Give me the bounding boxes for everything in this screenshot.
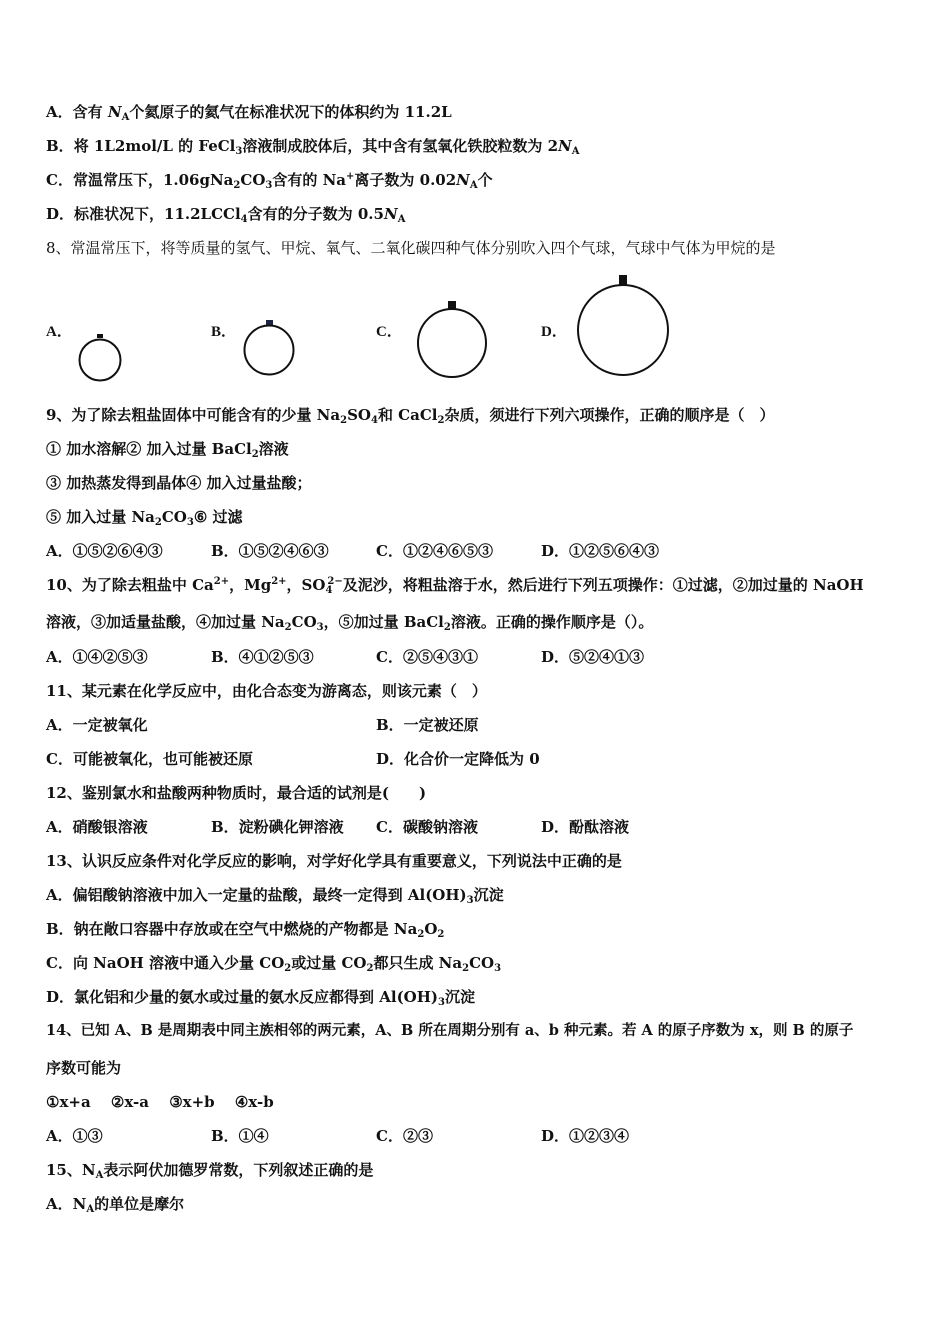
- q7-option-d: D．标准状况下，11.2LCCl$_4$含有的分子数为 $0.5N_A$: [46, 205, 406, 225]
- q15-option-a: A．$N_A$的单位是摩尔: [46, 1195, 185, 1215]
- q9-steps-line-2: ③ 加热蒸发得到晶体④ 加入过量盐酸；: [46, 474, 312, 492]
- q14-stem-line-1: 14、已知 A、B 是周期表中同主族相邻的两元素，A、B 所在周期分别有 a、b 种元素。若 A 的原子序数为 x，则 B 的原子: [46, 1022, 854, 1039]
- q12-option-a: A．硝酸银溶液: [46, 818, 148, 836]
- q9-option-a: A．①⑤②⑥④③: [46, 542, 163, 560]
- q11-option-c: C．可能被氧化，也可能被还原: [46, 750, 253, 768]
- balloon-c-icon: [414, 299, 490, 383]
- q12-option-c: C．碳酸钠溶液: [376, 818, 478, 836]
- q9-option-d: D．①②⑤⑥④③: [541, 542, 660, 560]
- q14-option-d: D．①②③④: [541, 1127, 630, 1145]
- q10-option-a: A．①④②⑤③: [46, 648, 148, 666]
- q14-option-a: A．①③: [46, 1127, 103, 1145]
- q7-option-a: A．含有 $N_A$个氦原子的氦气在标准状况下的体积约为 11.2L: [46, 103, 452, 123]
- q9-option-c: C．①②④⑥⑤③: [376, 542, 493, 560]
- q11-stem: 11、某元素在化学反应中，由化合态变为游离态，则该元素（ ）: [46, 682, 487, 700]
- q8-stem: 8、常温常压下，将等质量的氢气、甲烷、氧气、二氧化碳四种气体分别吹入四个气球，气球中气体为甲烷的是: [46, 239, 776, 257]
- q10-stem-line-2: 溶液，③加适量盐酸，④加过量 $Na_2CO_3$，⑤加过量 BaCl$_2$溶液。正确的操作顺序是（）。: [46, 613, 654, 633]
- q8-option-c-label: C．: [376, 324, 402, 340]
- q9-steps-line-1: ① 加水溶解② 加入过量 BaCl$_2$溶液: [46, 440, 289, 460]
- q14-option-b: B．①④: [211, 1127, 269, 1145]
- q10-stem-line-1: 10、为了除去粗盐中 $Ca^{2+}$，$Mg^{2+}$，$SO_4^{2-}$及泥沙，将粗盐溶于水，然后进行下列五项操作：①过滤，②加过量的 NaOH: [46, 576, 864, 596]
- q10-option-b: B．④①②⑤③: [211, 648, 314, 666]
- q14-choices: ①x+a ②x-a ③x+b ④x-b: [46, 1093, 274, 1111]
- balloon-a-icon: [76, 332, 124, 384]
- q10-option-c: C．②⑤④③①: [376, 648, 478, 666]
- q12-option-d: D．酚酞溶液: [541, 818, 630, 836]
- q14-option-c: C．②③: [376, 1127, 433, 1145]
- q9-stem: 9、为了除去粗盐固体中可能含有的少量 $Na_2SO_4$和 CaCl$_2$杂质，须进行下列六项操作，正确的顺序是（ ）: [46, 406, 775, 426]
- q14-stem-line-2: 序数可能为: [46, 1059, 122, 1077]
- q13-option-c: C．向 NaOH 溶液中通入少量 $CO_2$或过量 $CO_2$都只生成 $Na_2CO_3$: [46, 954, 502, 974]
- balloon-b-icon: [241, 318, 297, 380]
- q12-stem: 12、鉴别氯水和盐酸两种物质时，最合适的试剂是( ): [46, 784, 427, 802]
- q7-option-b: B．将 1L2mol/L 的 FeCl$_3$溶液制成胶体后，其中含有氢氧化铁胶粒数为 $2N_A$: [46, 137, 580, 157]
- q8-option-d-label: D．: [541, 324, 567, 340]
- q12-option-b: B．淀粉碘化钾溶液: [211, 818, 344, 836]
- q13-option-b: B．钠在敞口容器中存放或在空气中燃烧的产物都是 $Na_2O_2$: [46, 920, 445, 940]
- q11-option-a: A．一定被氧化: [46, 716, 148, 734]
- q13-option-a: A．偏铝酸钠溶液中加入一定量的盐酸，最终一定得到 $Al(OH)_3$沉淀: [46, 886, 504, 906]
- q8-option-b-label: B．: [211, 324, 237, 340]
- q8-option-a-label: A．: [46, 324, 72, 340]
- q10-option-d: D．⑤②④①③: [541, 648, 645, 666]
- q11-option-d: D．化合价一定降低为 0: [376, 750, 540, 768]
- q9-steps-line-3: ⑤ 加入过量 $Na_2CO_3⑥$ 过滤: [46, 508, 243, 528]
- q9-option-b: B．①⑤②④⑥③: [211, 542, 329, 560]
- q11-option-b: B．一定被还原: [376, 716, 479, 734]
- q15-stem: 15、$N_A$表示阿伏加德罗常数，下列叙述正确的是: [46, 1161, 374, 1181]
- balloon-d-icon: [574, 273, 672, 377]
- q13-stem: 13、认识反应条件对化学反应的影响，对学好化学具有重要意义，下列说法中正确的是: [46, 852, 622, 870]
- q7-option-c: C．常温常压下，$1.06gNa_2CO_3$含有的 Na+离子数为 $0.02N_A$个: [46, 171, 493, 191]
- q13-option-d: D．氯化铝和少量的氨水或过量的氨水反应都得到 $Al(OH)_3$沉淀: [46, 988, 475, 1008]
